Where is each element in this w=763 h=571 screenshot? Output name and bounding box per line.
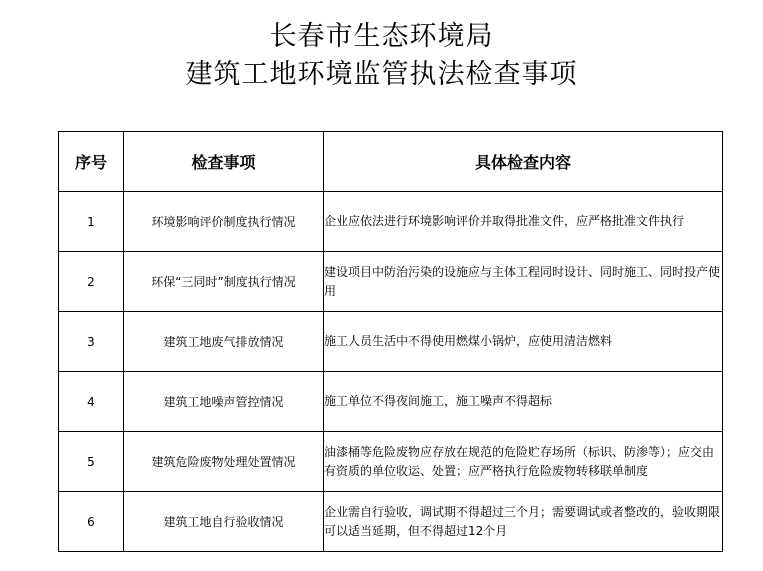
table-row: [59, 252, 723, 312]
row-item: 环保“三同时”制度执行情况: [124, 252, 324, 312]
row-detail: 油漆桶等危险废物应存放在规范的危险贮存场所（标识、防渗等）；应交由有资质的单位收运、处置；应严格执行危险废物转移联单制度: [324, 432, 723, 492]
row-detail: 企业需自行验收，调试期不得超过三个月；需要调试或者整改的，验收期限可以适当延期，但不得超过12个月: [324, 492, 723, 552]
column-header-item: 检查事项: [124, 132, 324, 192]
row-number: 6: [59, 492, 124, 552]
row-detail: 施工人员生活中不得使用燃煤小锅炉，应使用清洁燃料: [324, 312, 723, 372]
table-row: [59, 192, 723, 252]
column-header-number: 序号: [59, 132, 124, 192]
title-line-2: 建筑工地环境监管执法检查事项: [185, 59, 578, 90]
title-line-1: 长春市生态环境局: [269, 21, 494, 52]
row-number: 3: [59, 312, 124, 372]
column-header-detail: 具体检查内容: [324, 132, 723, 192]
row-number: 2: [59, 252, 124, 312]
row-detail: 企业应依法进行环境影响评价并取得批准文件，应严格批准文件执行: [324, 192, 723, 252]
inspection-table: [58, 131, 723, 552]
table-header-row: [59, 132, 723, 192]
row-item: 建筑工地自行验收情况: [124, 492, 324, 552]
row-number: 1: [59, 192, 124, 252]
row-item: 环境影响评价制度执行情况: [124, 192, 324, 252]
table-row: [59, 432, 723, 492]
row-number: 5: [59, 432, 124, 492]
document-title: [0, 18, 763, 94]
table-row: [59, 312, 723, 372]
table-row: [59, 372, 723, 432]
row-detail: 施工单位不得夜间施工，施工噪声不得超标: [324, 372, 723, 432]
table-row: [59, 492, 723, 552]
row-detail: 建设项目中防治污染的设施应与主体工程同时设计、同时施工、同时投产使用: [324, 252, 723, 312]
row-item: 建筑危险废物处理处置情况: [124, 432, 324, 492]
row-item: 建筑工地噪声管控情况: [124, 372, 324, 432]
row-number: 4: [59, 372, 124, 432]
row-item: 建筑工地废气排放情况: [124, 312, 324, 372]
